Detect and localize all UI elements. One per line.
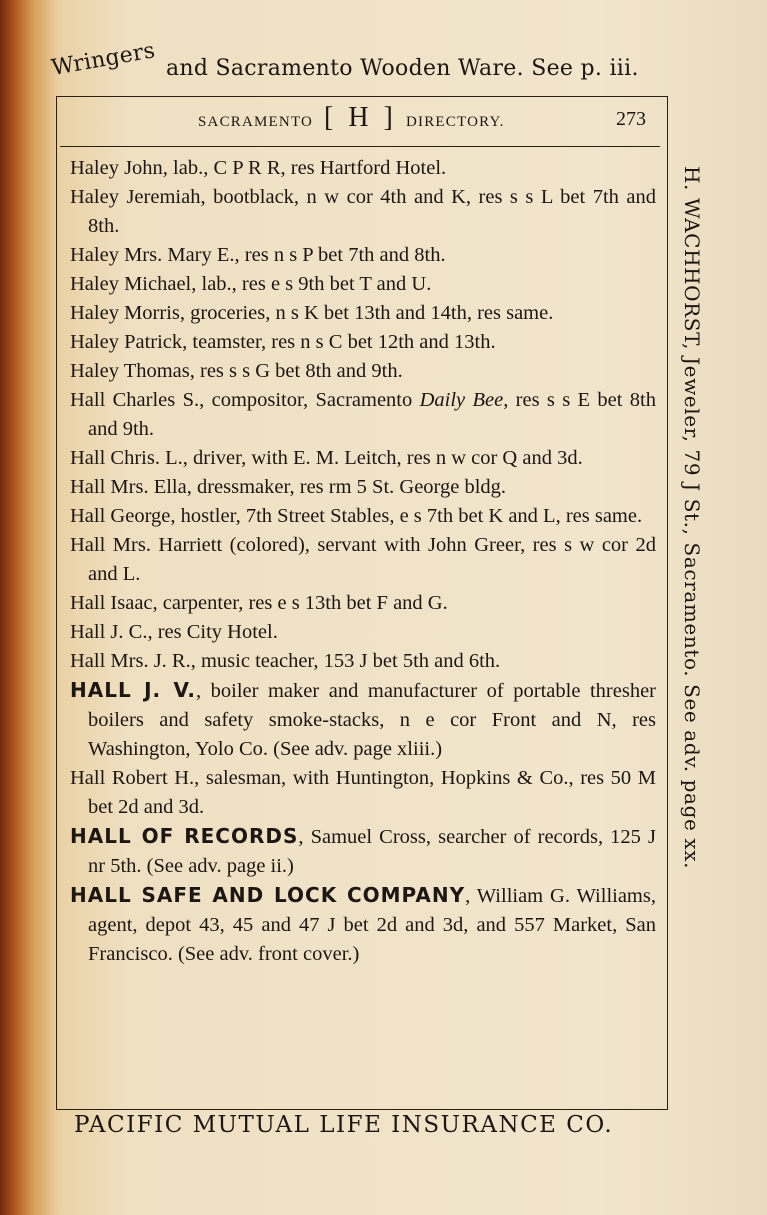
directory-entry: Hall Mrs. Harriett (colored), servant with John Greer, res s w cor 2d and L. [70, 534, 656, 585]
directory-entry: Hall Isaac, carpenter, res e s 13th bet F and G. [70, 592, 448, 614]
directory-entry: HALL SAFE AND LOCK COMPANY, William G. Williams, agent, depot 43, 45 and 47 J bet 2d and 3d, and 557 Market, San Francisco. (See adv. front cover.) [70, 883, 656, 965]
directory-entry: Hall Charles S., compositor, Sacramento Daily Bee, res s s E bet 8th and 9th. [70, 389, 656, 440]
directory-entry: Haley Michael, lab., res e s 9th bet T and U. [70, 273, 432, 295]
top-ad-first-word: Wringers [49, 38, 158, 81]
top-advertisement [49, 38, 674, 81]
directory-entry: Hall George, hostler, 7th Street Stables, e s 7th bet K and L, res same. [70, 505, 643, 527]
side-advertisement [672, 166, 712, 1026]
directory-entry: Hall Mrs. Ella, dressmaker, res rm 5 St. George bldg. [70, 476, 507, 498]
directory-entry: Hall Mrs. J. R., music teacher, 153 J bet 5th and 6th. [70, 650, 501, 672]
directory-entry: Haley Morris, groceries, n s K bet 13th and 14th, res same. [70, 302, 554, 324]
directory-entry: Haley Thomas, res s s G bet 8th and 9th. [70, 360, 403, 382]
header-rule [60, 146, 660, 147]
directory-entry: Hall Chris. L., driver, with E. M. Leitch, res n w cor Q and 3d. [70, 447, 583, 469]
running-head-letter: [ H ] [324, 102, 397, 133]
directory-entry: Haley John, lab., C P R R, res Hartford Hotel. [70, 157, 447, 179]
directory-entry: Hall Robert H., salesman, with Huntington, Hopkins & Co., res 50 M bet 2d and 3d. [70, 767, 656, 818]
directory-entries [70, 154, 656, 969]
page-number: 273 [616, 108, 646, 130]
directory-entry: Haley Patrick, teamster, res n s C bet 12th and 13th. [70, 331, 496, 353]
running-head-title: DIRECTORY. [406, 114, 505, 130]
directory-entry: HALL J. V., boiler maker and manufacturer of portable thresher boilers and safety smoke-stacks, n e cor Front and N, res Washington, Yolo Co. (See adv. page xliii.) [70, 678, 656, 760]
running-head [60, 102, 660, 136]
top-ad-rest: and Sacramento Wooden Ware. See p. iii. [158, 56, 639, 81]
directory-entry: HALL OF RECORDS, Samuel Cross, searcher of records, 125 J nr 5th. (See adv. page ii.) [70, 824, 656, 877]
running-head-city: SACRAMENTO [198, 114, 314, 130]
side-ad-text: H. WACHHORST, Jeweler, 79 J St., Sacramento. See adv. page xx. [680, 166, 704, 870]
bottom-advertisement: PACIFIC MUTUAL LIFE INSURANCE CO. [74, 1112, 614, 1138]
directory-entry: Haley Mrs. Mary E., res n s P bet 7th and 8th. [70, 244, 446, 266]
directory-entry: Haley Jeremiah, bootblack, n w cor 4th and K, res s s L bet 7th and 8th. [70, 186, 656, 237]
directory-entry: Hall J. C., res City Hotel. [70, 621, 278, 643]
